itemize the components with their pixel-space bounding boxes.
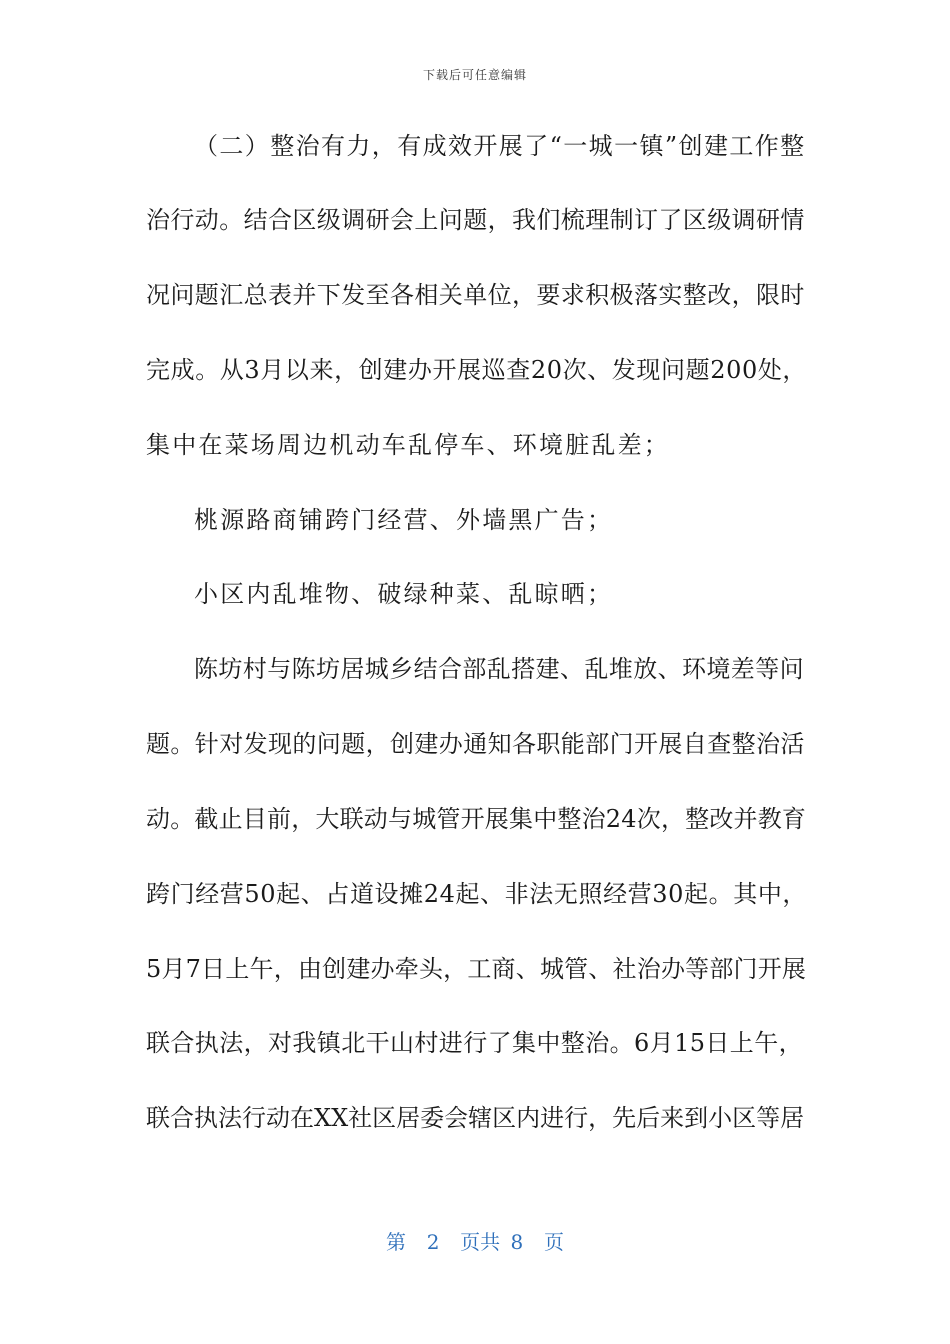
text-line-10: 动。截止目前，大联动与城管开展集中整治24次，整改并教育 — [146, 805, 807, 833]
text-line-1: （二）整治有力，有成效开展了“一城一镇”创建工作整 — [194, 132, 806, 160]
text-line-12: 5月7日上午，由创建办牵头，工商、城管、社治办等部门开展 — [146, 955, 807, 983]
text-line-6: 桃源路商铺跨门经营、外墙黑广告； — [194, 506, 614, 534]
text-line-14: 联合执法行动在XX社区居委会辖区内进行，先后来到小区等居 — [146, 1104, 805, 1132]
text-line-7: 小区内乱堆物、破绿种菜、乱晾晒； — [194, 580, 614, 608]
text-line-4: 完成。从3月以来，创建办开展巡查20次、发现问题200处， — [146, 356, 808, 384]
text-line-11: 跨门经营50起、占道设摊24起、非法无照经营30起。其中， — [146, 880, 808, 908]
text-line-13: 联合执法，对我镇北干山村进行了集中整治。6月15日上午， — [146, 1029, 804, 1057]
text-line-8: 陈坊村与陈坊居城乡结合部乱搭建、乱堆放、环境差等问 — [194, 655, 804, 683]
page-header: 下载后可任意编辑 — [422, 68, 527, 82]
page-number-footer: 第 2 页共 8 页 — [386, 1230, 564, 1254]
text-line-9: 题。针对发现的问题，创建办通知各职能部门开展自查整治活 — [146, 730, 805, 758]
text-line-3: 况问题汇总表并下发至各相关单位，要求积极落实整改，限时 — [146, 281, 805, 309]
text-line-2: 治行动。结合区级调研会上问题，我们梳理制订了区级调研情 — [146, 206, 805, 234]
text-line-5: 集中在菜场周边机动车乱停车、环境脏乱差； — [146, 431, 670, 459]
